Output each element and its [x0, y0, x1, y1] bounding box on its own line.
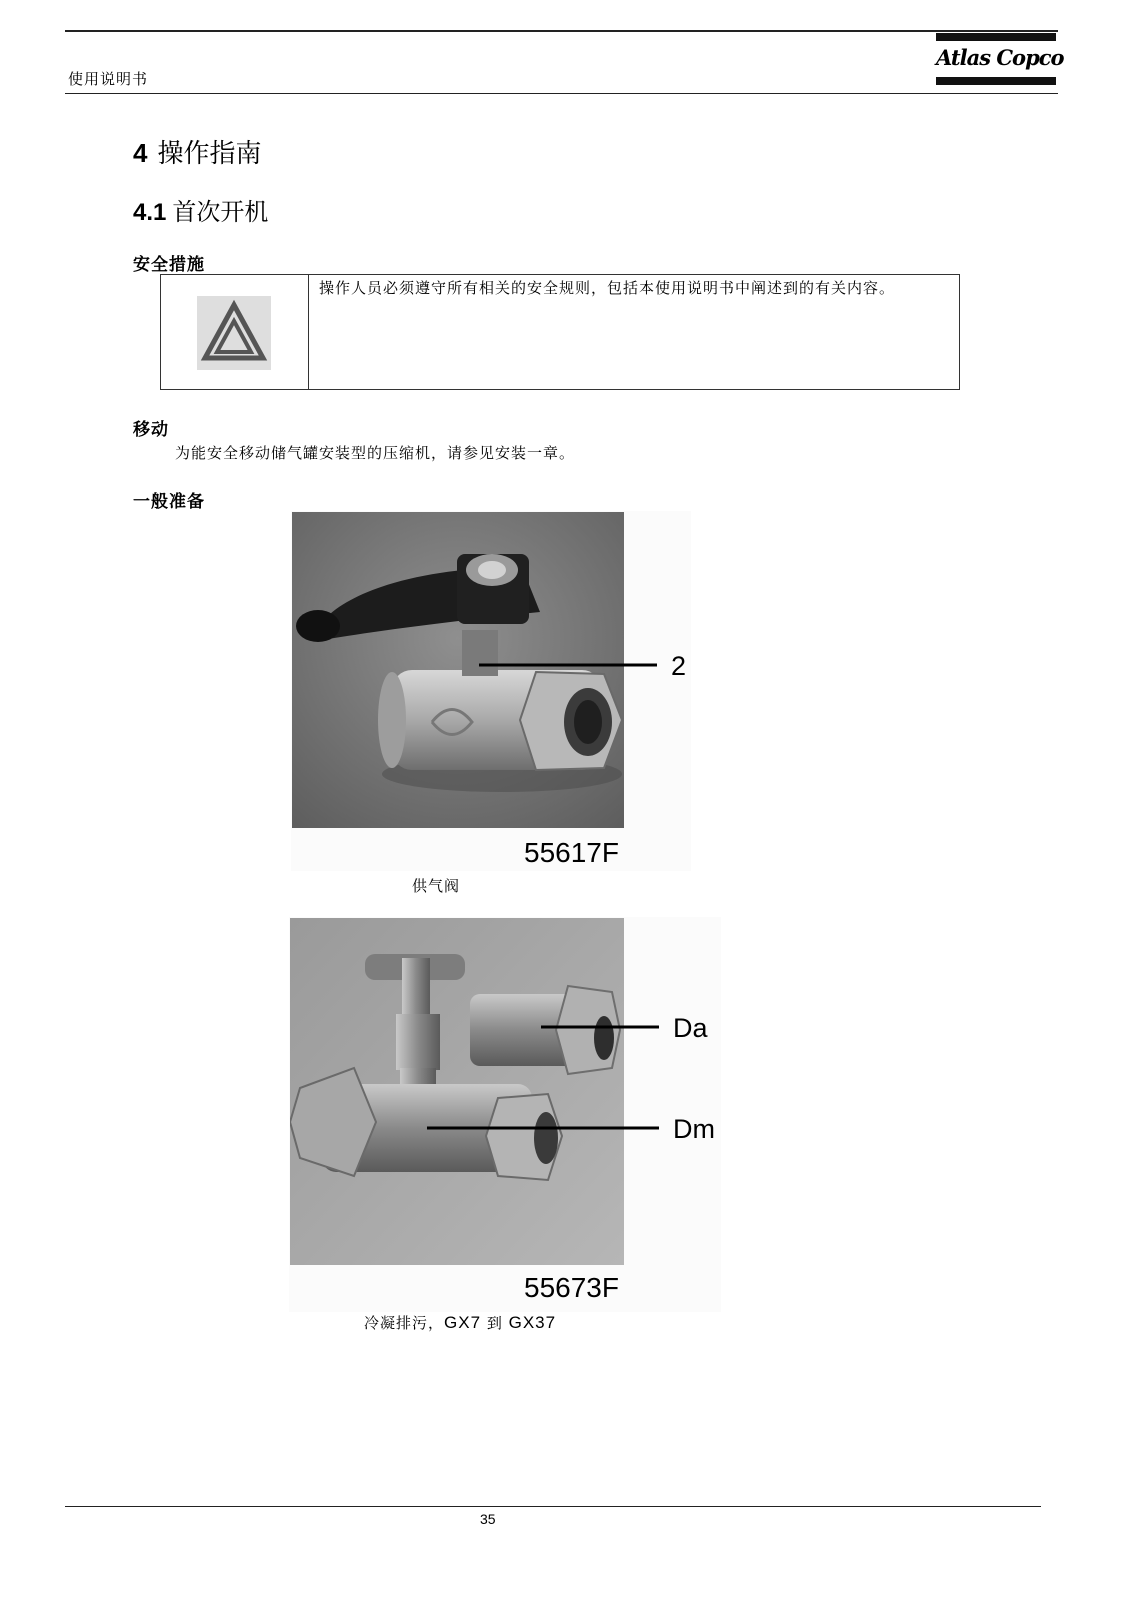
section-number: 4 — [133, 138, 148, 168]
figure-code-55673F: 55673F — [524, 1272, 619, 1303]
callout-label-da: Da — [673, 1013, 708, 1043]
callout-lines-da-dm — [289, 917, 721, 1312]
logo-bottom-bar — [936, 77, 1056, 85]
general-heading: 一般准备 — [133, 492, 205, 512]
header-top-rule — [65, 30, 1058, 32]
callout-label-dm: Dm — [673, 1114, 715, 1144]
atlas-copco-logo — [936, 33, 1064, 86]
section-title: 操作指南 — [157, 139, 262, 169]
callout-label-2: 2 — [671, 651, 687, 681]
figure-code-55617F: 55617F — [524, 837, 619, 868]
subsection-number: 4.1 — [133, 199, 167, 226]
subsection-heading — [133, 192, 268, 227]
section-heading — [133, 133, 261, 170]
caption-model-2: GX37 — [508, 1313, 557, 1332]
figure-caption-condensate-drain — [364, 1312, 556, 1333]
footer-rule — [65, 1506, 1041, 1507]
figure-caption-supply-valve: 供气阀 — [412, 877, 461, 895]
subsection-title: 首次开机 — [172, 198, 269, 226]
safety-table-divider — [308, 274, 309, 390]
caption-text-2: 到 — [481, 1314, 509, 1332]
header-bottom-rule — [65, 93, 1058, 94]
logo-wordmark: Atlas Copco — [936, 45, 1064, 70]
moving-text: 为能安全移动储气罐安装型的压缩机，请参见安装一章。 — [175, 444, 576, 462]
page-number: 35 — [480, 1511, 496, 1527]
moving-heading: 移动 — [133, 420, 169, 440]
safety-text: 操作人员必须遵守所有相关的安全规则，包括本使用说明书中阐述到的有关内容。 — [319, 279, 896, 297]
header-title: 使用说明书 — [68, 70, 149, 88]
figure-condensate-drain — [289, 917, 721, 1312]
warning-triangle-icon — [197, 296, 271, 370]
figure-supply-valve — [291, 511, 691, 871]
caption-text-1: 冷凝排污， — [364, 1314, 445, 1332]
callout-line-2 — [291, 511, 691, 871]
logo-top-bar — [936, 33, 1056, 41]
safety-heading: 安全措施 — [133, 255, 205, 275]
caption-model-1: GX7 — [444, 1313, 482, 1332]
